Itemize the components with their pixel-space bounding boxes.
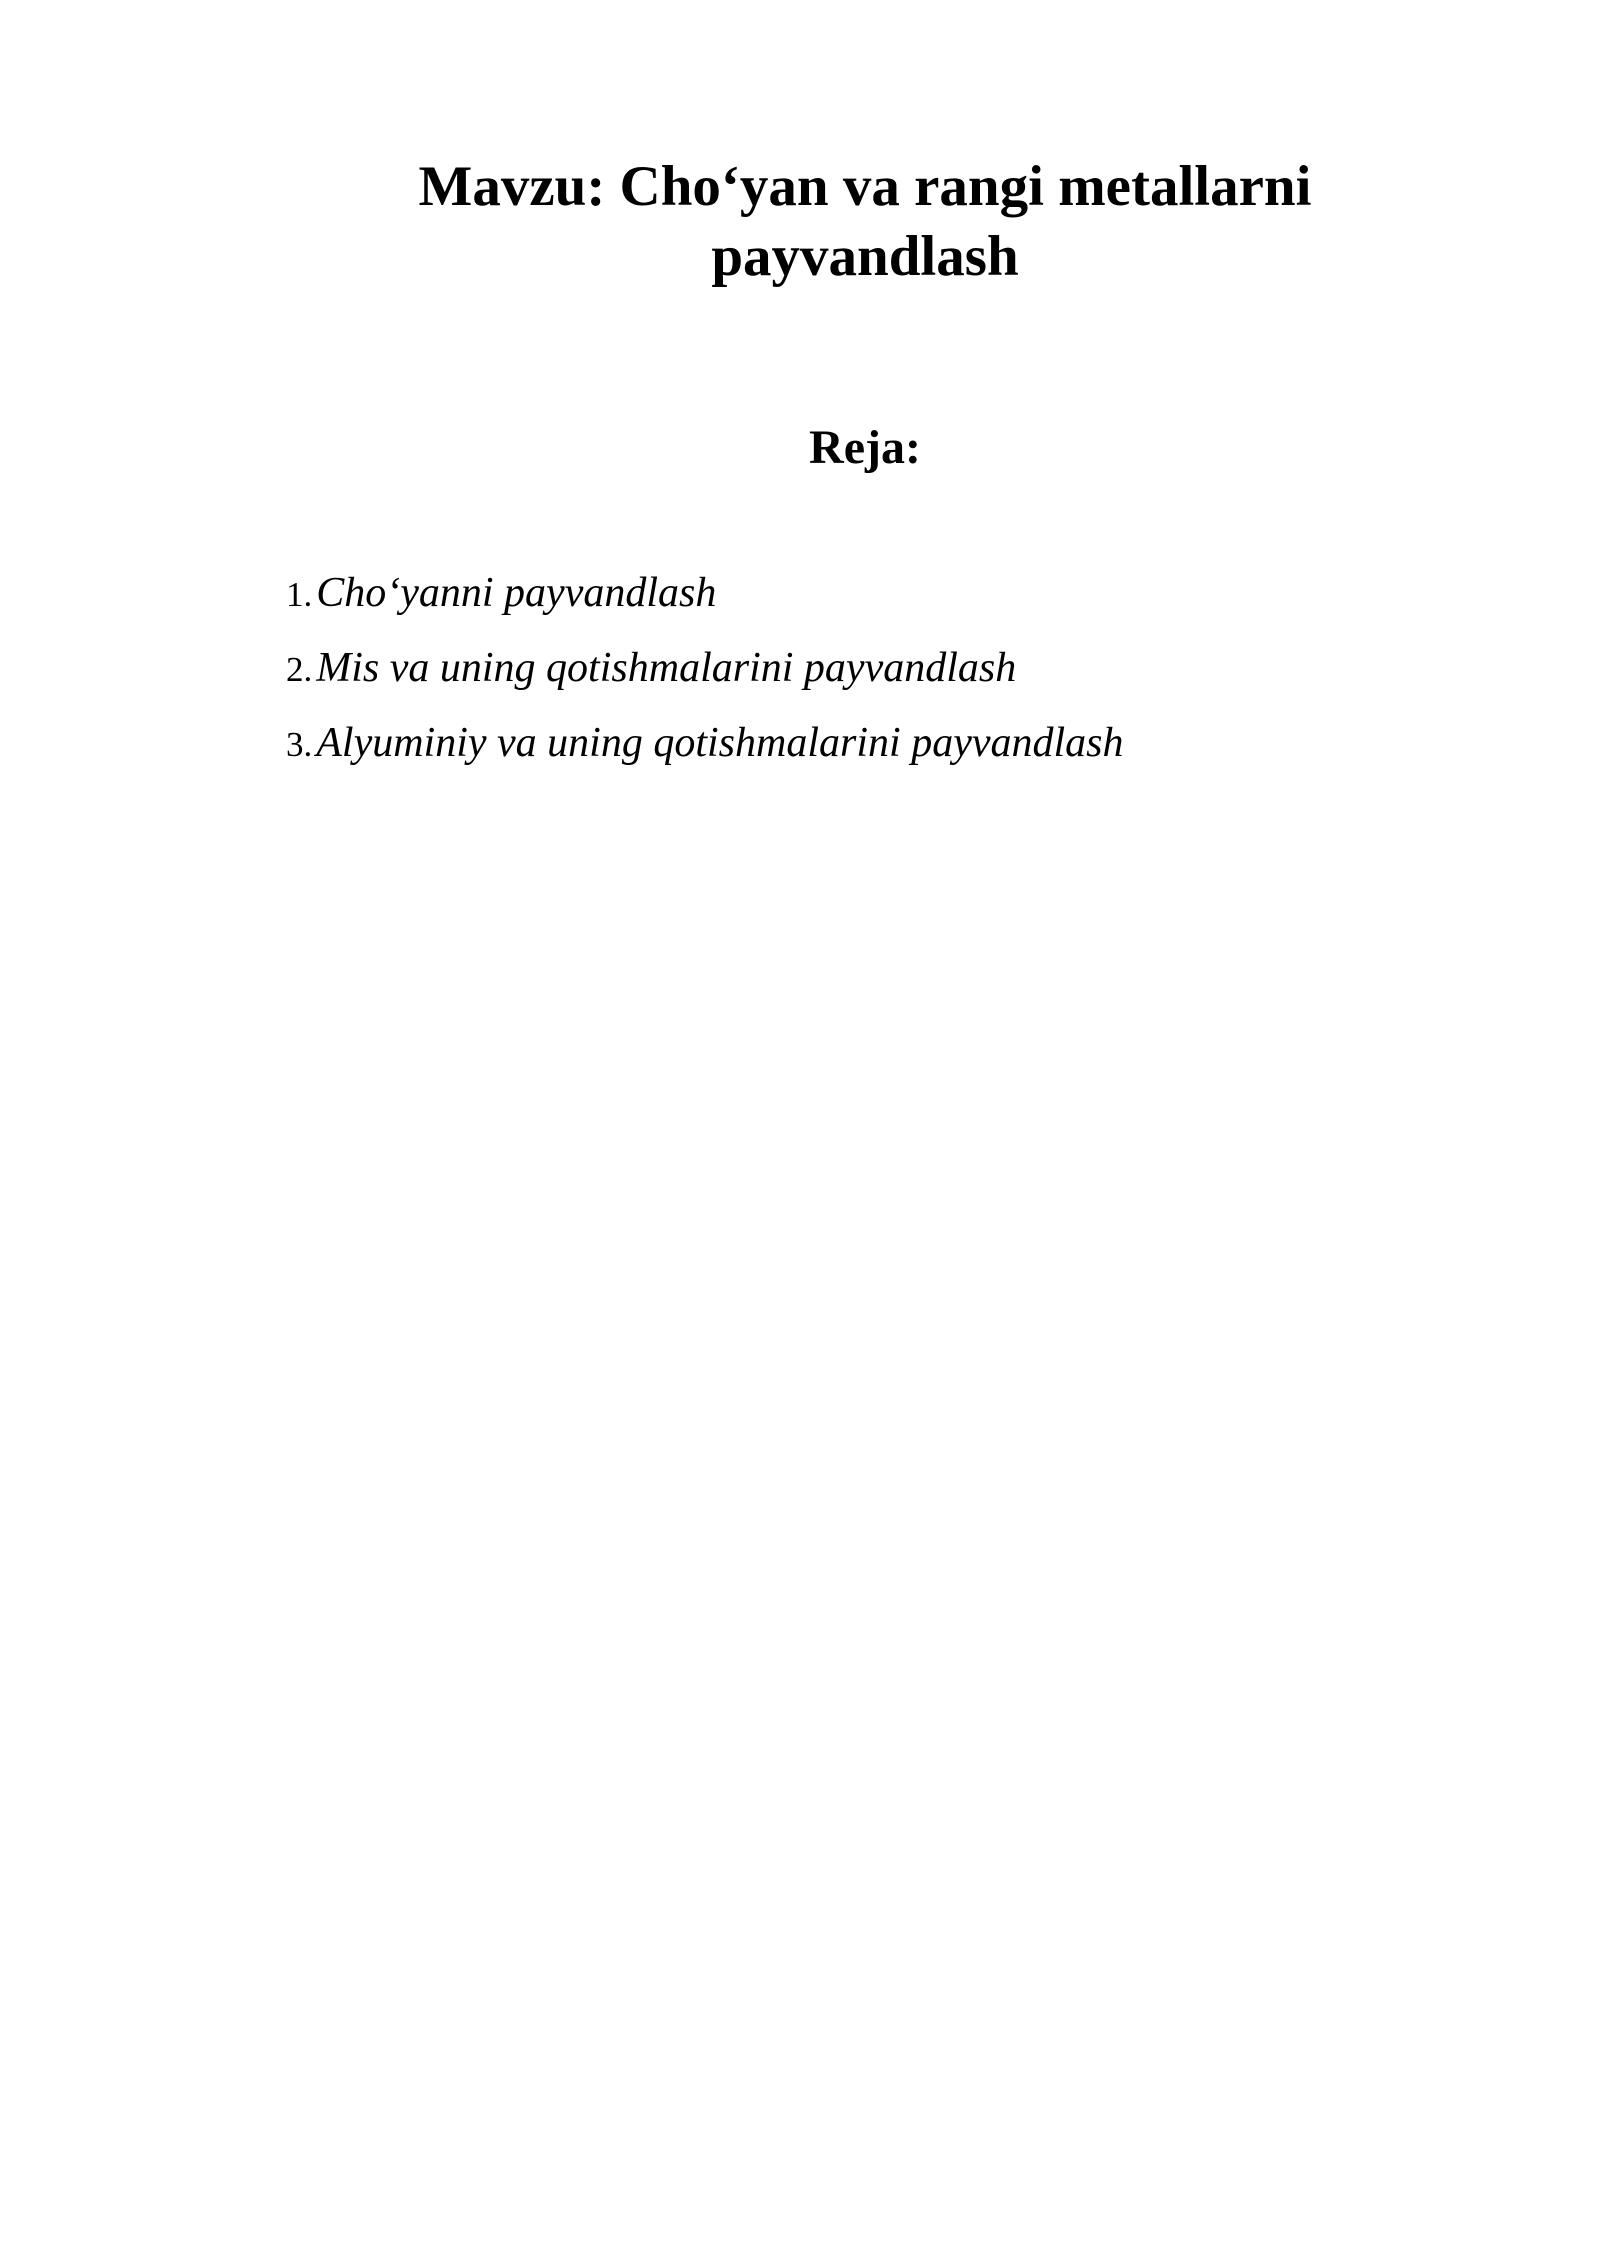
plan-item-number: 1.: [286, 575, 313, 614]
title-line-2: payvandlash: [711, 225, 1019, 288]
plan-heading: Reja:: [809, 421, 921, 474]
document-title: [290, 152, 1440, 292]
plan-item: [286, 713, 1124, 788]
title-line-1: Mavzu: Cho‘yan va rangi metallarni: [418, 155, 1312, 218]
plan-item-number: 2.: [286, 650, 313, 689]
plan-item-text: Alyuminiy va uning qotishmalarini payvandlash: [316, 720, 1124, 766]
plan-list: [286, 563, 1124, 788]
plan-item-text: Mis va uning qotishmalarini payvandlash: [316, 645, 1017, 691]
plan-item-number: 3.: [286, 725, 313, 764]
plan-item: [286, 563, 1124, 638]
plan-item-text: Cho‘yanni payvandlash: [316, 570, 717, 616]
plan-item: [286, 638, 1124, 713]
